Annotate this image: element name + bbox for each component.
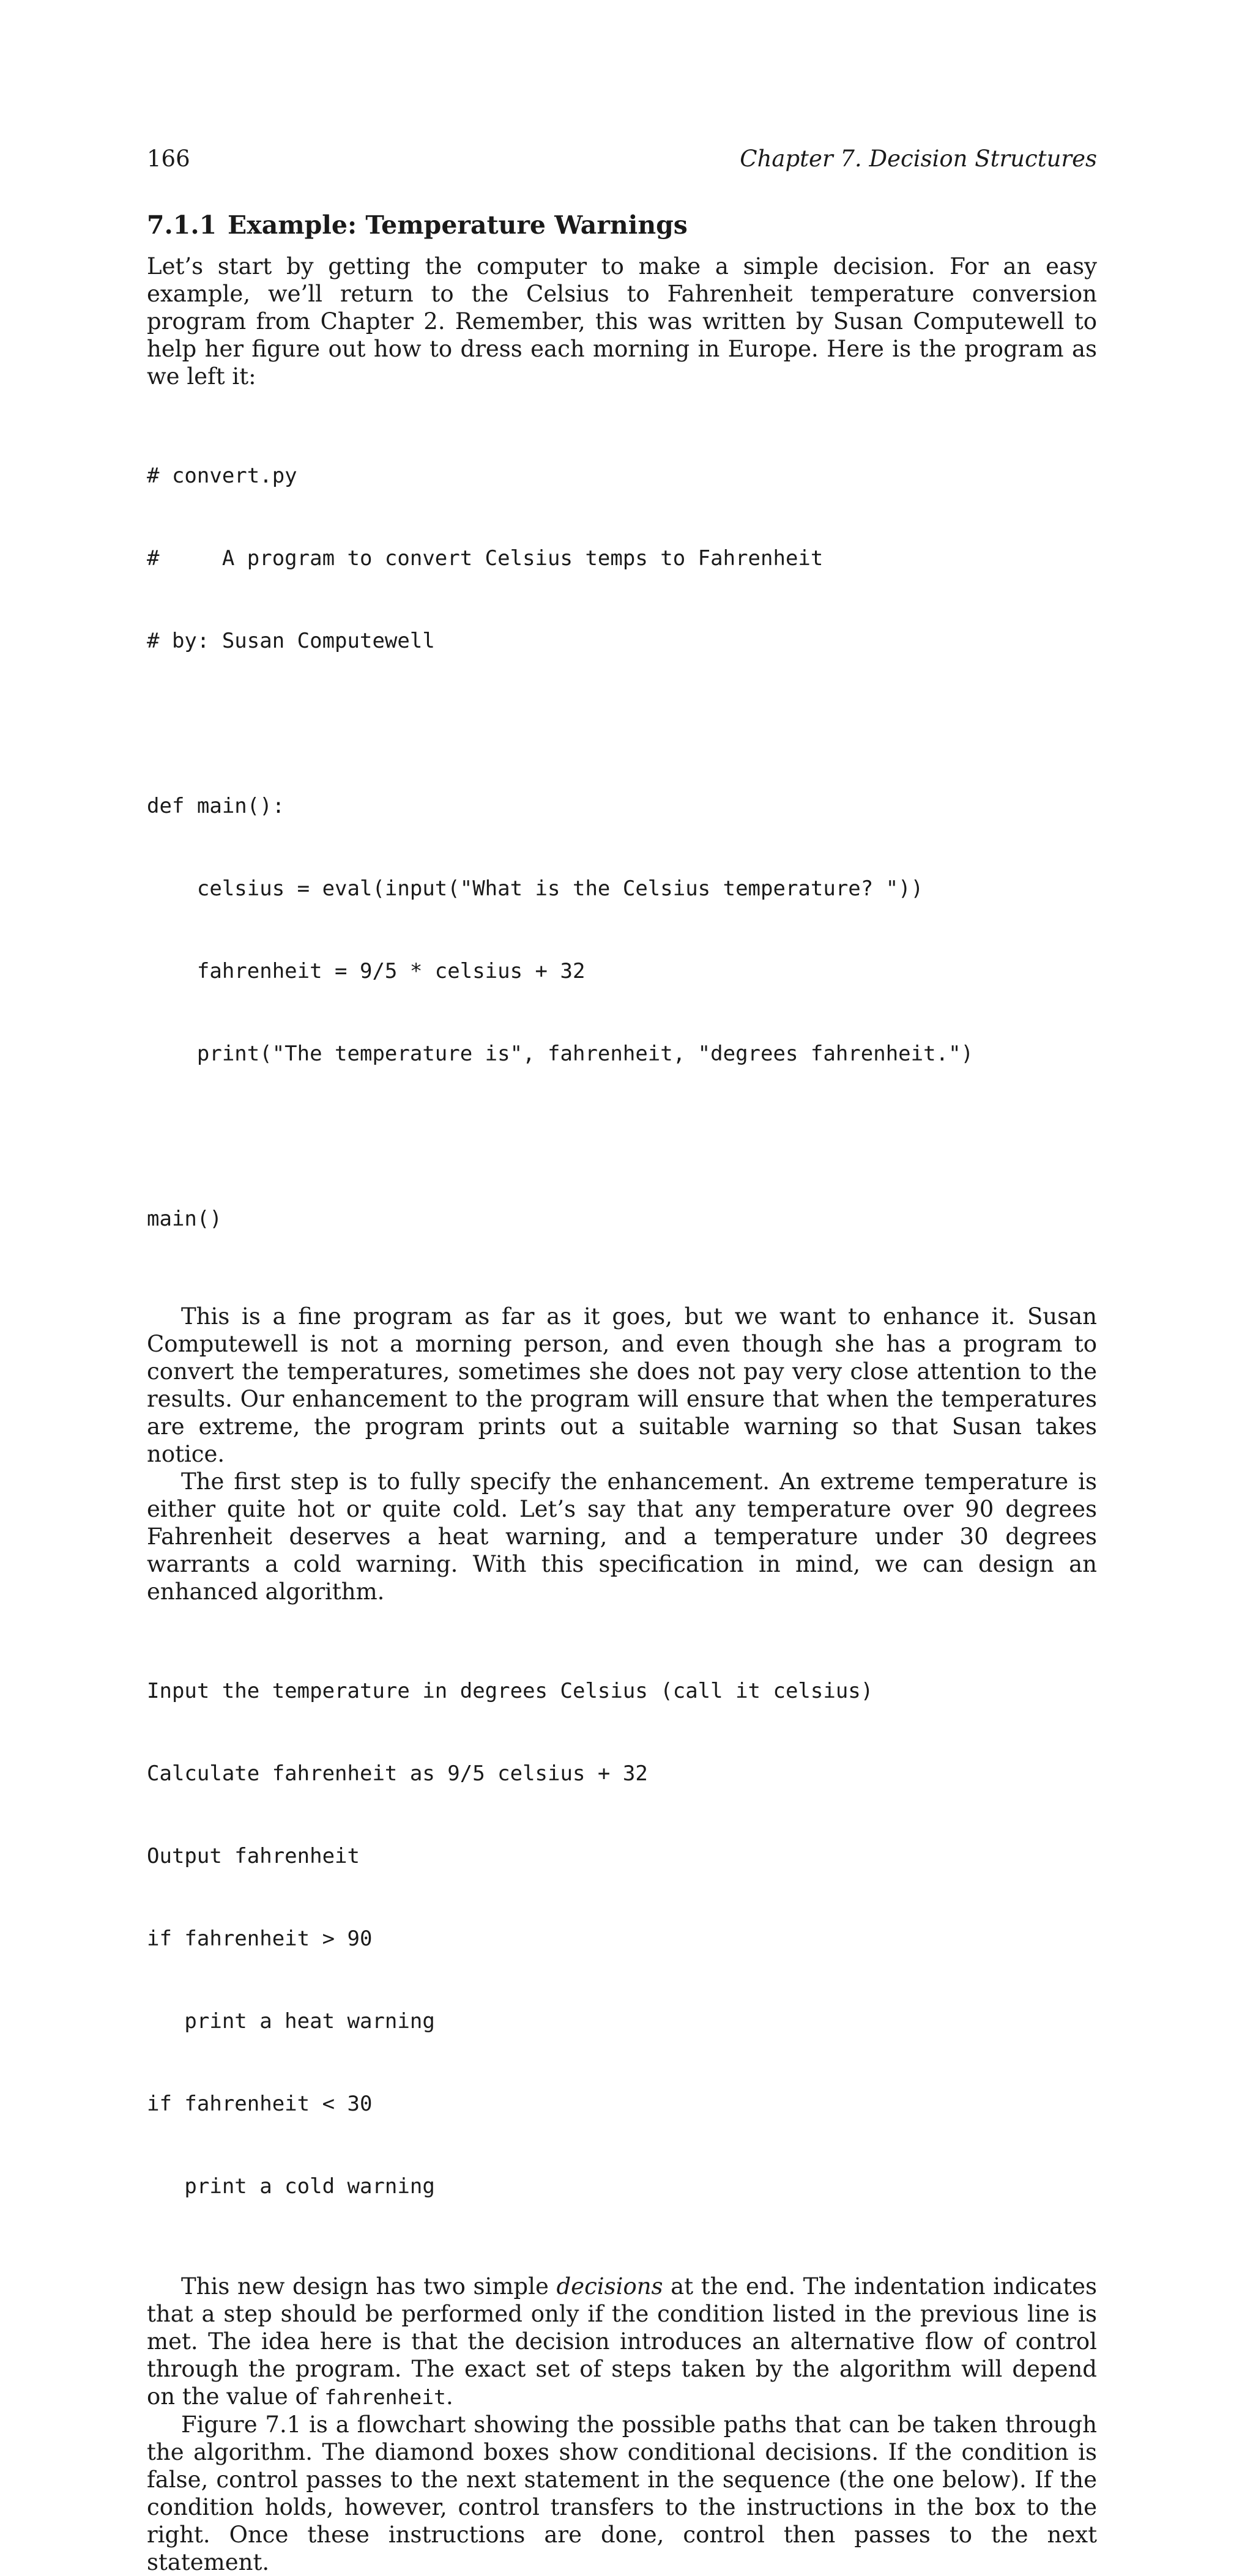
section-heading xyxy=(147,207,1097,253)
paragraph-enhance: This is a fine program as far as it goes, but we want to enhance it. Susan Computewell is not a morning person, and even though she has a program to convert the temperatures, sometimes she does not pay very close attention to the results. Our enhancement to the program will ensure that when the temperatures are extreme, the program prints out a suitable warning so that Susan takes notice. xyxy=(147,1303,1097,1467)
page-header xyxy=(147,146,1097,182)
code-line xyxy=(147,1123,1097,1150)
paragraph-decisions xyxy=(147,2273,1097,2411)
code-line: main() xyxy=(147,1207,222,1231)
emphasis-decisions: decisions xyxy=(556,2273,663,2300)
page-number: 166 xyxy=(147,146,190,172)
code-line: def main(): xyxy=(147,794,285,818)
code-line: Output fahrenheit xyxy=(147,1844,360,1868)
code-line: print a heat warning xyxy=(147,2009,435,2034)
code-line: # convert.py xyxy=(147,464,297,488)
paragraph-specify: The first step is to fully specify the enhancement. An extreme temperature is either quite hot or quite cold. Let’s say that any temperature over 90 degrees Fahrenheit deserves a heat warning, and a temperature under 30 degrees warrants a cold warning. With this specification in mind, we can design an enhanced algorithm. xyxy=(147,1468,1097,1605)
page-body xyxy=(147,207,1097,2576)
code-line: celsius = eval(input("What is the Celsius temperature? ")) xyxy=(147,876,924,901)
code-line: fahrenheit = 9/5 * celsius + 32 xyxy=(147,959,586,983)
code-line: print("The temperature is", fahrenheit, "degrees fahrenheit.") xyxy=(147,1042,974,1066)
code-line: # A program to convert Celsius temps to Fahrenheit xyxy=(147,546,824,571)
code-line: if fahrenheit > 90 xyxy=(147,1926,373,1951)
text-run: This new design has two simple xyxy=(181,2273,557,2300)
section-title: Example: Temperature Warnings xyxy=(228,210,688,240)
code-listing-algorithm xyxy=(147,1623,1097,2256)
code-line: if fahrenheit < 30 xyxy=(147,2092,373,2116)
running-head: Chapter 7. Decision Structures xyxy=(740,146,1097,172)
paragraph-intro: Let’s start by getting the computer to make a simple decision. For an easy example, we’ll return to the Celsius to Fahrenheit temperature conversion program from Chapter 2. Remember, this was written by Susan Computewell to help her figure out how to dress each morning in Europe. Here is the program as we left it: xyxy=(147,253,1097,390)
text-run: at the end. The indentation indicates that a step should be performed only if the condition listed in the previous line is met. The idea here is that the decision introduces an alternative flow of control through the program. The exact set of steps taken by the algorithm will depend on the value of xyxy=(147,2273,1097,2410)
code-line: Input the temperature in degrees Celsius (call it celsius) xyxy=(147,1679,874,1703)
inline-code: fahrenheit xyxy=(324,2385,446,2409)
section-number: 7.1.1 xyxy=(147,210,217,240)
paragraph-flowchart: Figure 7.1 is a flowchart showing the possible paths that can be taken through the algorithm. The diamond boxes show conditional decisions. If the condition is false, control passes to the next statement in the sequence (the one below). If the condition holds, however, control transfers to the instructions in the box to the right. Once these instructions are done, control then passes to the next statement. xyxy=(147,2411,1097,2575)
code-listing-convert xyxy=(147,407,1097,1288)
code-line xyxy=(147,710,1097,738)
code-line: print a cold warning xyxy=(147,2174,435,2199)
text-run: . xyxy=(445,2383,453,2410)
code-line: # by: Susan Computewell xyxy=(147,629,435,653)
code-line: Calculate fahrenheit as 9/5 celsius + 32 xyxy=(147,1761,648,1786)
